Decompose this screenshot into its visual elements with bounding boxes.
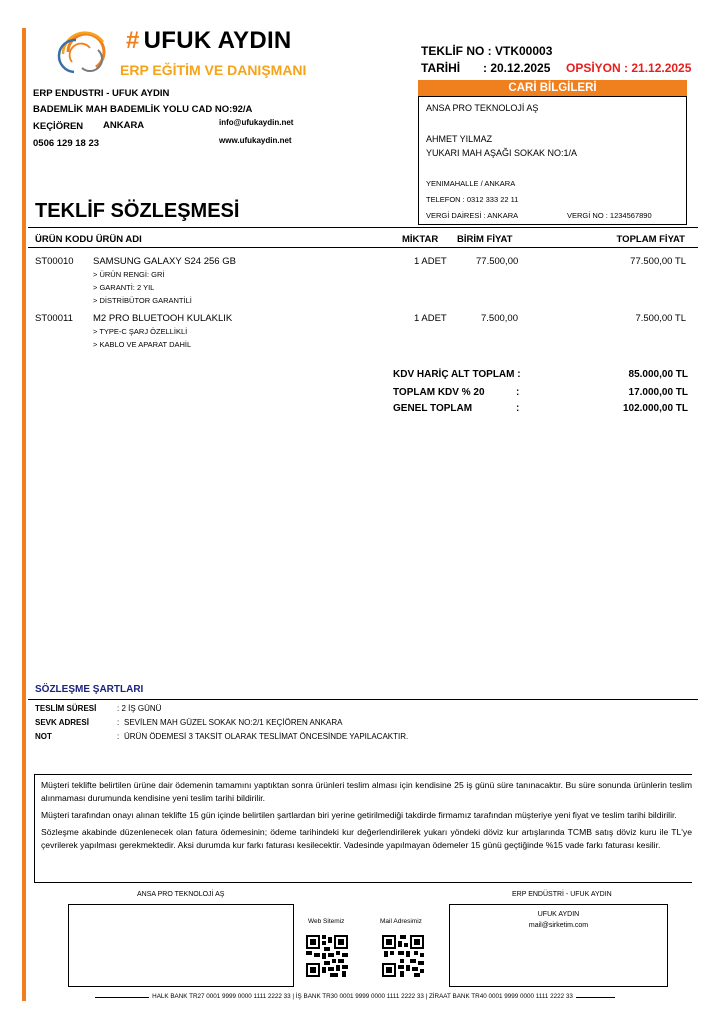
table-header-divider	[28, 247, 698, 248]
row-1-note-3: > DİSTRİBÜTOR GARANTİLİ	[93, 296, 192, 305]
conditions-box	[34, 774, 692, 883]
row-1-unit-price: 77.500,00	[476, 256, 519, 267]
row-1-note-2: > GARANTİ: 2 YIL	[93, 283, 155, 292]
company-email: info@ufukaydin.net	[219, 118, 294, 127]
row-1-name: SAMSUNG GALAXY S24 256 GB	[93, 256, 236, 267]
row-2-note-1: > TYPE-C ŞARJ ÖZELLİKLİ	[93, 327, 188, 336]
grand-total-label: GENEL TOPLAM	[393, 403, 473, 414]
customer-tax-office: VERGİ DAİRESİ : ANKARA	[426, 211, 519, 220]
condition-2: Müşteri tarafından onayı alınan teklifte 15 gün içinde belirtilen şartlardan biri yerine getirilmediği takdirde firmamız tarafından müşteriye yeni fiyat ve teslim tarihi bildirilir.	[41, 810, 677, 820]
row-2-total: 7.500,00 TL	[635, 313, 686, 324]
right-signature-person: UFUK AYDIN	[537, 911, 580, 918]
brand-subtitle: ERP EĞİTİM VE DANIŞMANI	[120, 62, 307, 78]
customer-phone: TELEFON : 0312 333 22 11	[426, 195, 519, 204]
grand-total-value: 102.000,00 TL	[622, 403, 688, 414]
company-phone: 0506 129 18 23	[33, 138, 100, 149]
quote-date-label: TARİHİ	[421, 61, 461, 75]
subtotal-label: KDV HARİÇ ALT TOPLAM :	[393, 369, 521, 380]
document-title: TEKLİF SÖZLEŞMESİ	[35, 200, 240, 222]
delivery-label: TESLİM SÜRESİ	[35, 704, 97, 713]
brand-name: UFUK AYDIN	[143, 27, 292, 54]
left-signature-name: ANSA PRO TEKNOLOJİ AŞ	[137, 891, 225, 898]
bank-info-wrap	[0, 993, 725, 1000]
row-2-code: ST00011	[35, 313, 73, 324]
brand-hash: #	[126, 27, 140, 54]
quote-date	[421, 61, 550, 75]
grand-total-colon: :	[516, 403, 520, 414]
vat-value: 17.000,00 TL	[628, 387, 688, 398]
row-2-unit-price: 7.500,00	[481, 313, 518, 324]
company-web: www.ufukaydin.net	[219, 136, 292, 145]
right-signature-box	[449, 904, 668, 987]
row-2-qty: 1 ADET	[414, 313, 447, 324]
row-2-name: M2 PRO BLUETOOH KULAKLIK	[93, 313, 233, 324]
header-unit-price: BİRİM FİYAT	[457, 234, 513, 245]
table-top-divider	[28, 227, 698, 228]
customer-company: ANSA PRO TEKNOLOJİ AŞ	[426, 103, 539, 113]
company-logo	[48, 22, 118, 82]
quote-option: OPSİYON : 21.12.2025	[566, 61, 692, 75]
qr-mail-label: Mail Adresimiz	[380, 918, 422, 925]
note-colon: :	[117, 732, 120, 741]
qr-web-label: Web Sitemiz	[308, 918, 345, 925]
company-district: KEÇİÖREN	[33, 121, 84, 132]
vat-label: TOPLAM KDV % 20	[393, 387, 485, 398]
vat-colon: :	[516, 387, 520, 398]
side-accent-bar	[22, 28, 26, 1001]
quote-number: TEKLİF NO : VTK00003	[421, 44, 553, 58]
right-signature-name: ERP ENDÜSTRİ - UFUK AYDIN	[512, 891, 612, 898]
row-1-total: 77.500,00 TL	[630, 256, 686, 267]
company-city: ANKARA	[103, 120, 145, 131]
condition-3: Sözleşme akabinde düzenlenecek olan fatura ödemesinin; ödeme tarihindeki kur değerlendirilerek yukarı yöndeki döviz kur artışlarında TCMB satış döviz kuru ile TL'ye çevrilerek yapılması gerekmektedir. Aksi durumda kur farkı faturası kesilecektir. Vadesinde yapılmayan ödemeler 15 günü geçtiğinde %15 vade farkı faturası kesilir.	[41, 827, 692, 850]
row-1-qty: 1 ADET	[414, 256, 447, 267]
company-name: ERP ENDUSTRI - UFUK AYDIN	[33, 88, 170, 99]
right-signature-email: mail@sirketim.com	[528, 922, 589, 929]
company-address: BADEMLİK MAH BADEMLİK YOLU CAD NO:92/A	[33, 104, 253, 115]
terms-divider	[28, 699, 698, 700]
left-signature-box	[68, 904, 294, 987]
brand-title	[126, 27, 292, 55]
subtotal-value: 85.000,00 TL	[628, 369, 688, 380]
qr-code-mail-icon	[382, 935, 424, 977]
ship-address-label: SEVK ADRESİ	[35, 718, 89, 727]
quote-date-value: : 20.12.2025	[483, 61, 551, 75]
row-1-code: ST00010	[35, 256, 74, 267]
delivery-value: : 2 İŞ GÜNÜ	[117, 704, 162, 713]
customer-tax-no: VERGİ NO : 1234567890	[567, 211, 652, 220]
customer-box	[418, 96, 687, 225]
customer-header: CARİ BİLGİLERİ	[418, 80, 687, 96]
customer-address: YUKARI MAH AŞAĞI SOKAK NO:1/A	[426, 148, 578, 158]
customer-city: YENIMAHALLE / ANKARA	[426, 179, 516, 188]
note-label: NOT	[35, 732, 52, 741]
bank-info: HALK BANK TR27 0001 9999 0000 1111 2222 33 | İŞ BANK TR30 0001 9999 0000 1111 2222 33 | ZİRAAT BANK TR40 0001 9999 0000 1111 2222 33	[149, 993, 576, 1000]
header-qty: MİKTAR	[402, 234, 439, 245]
condition-1: Müşteri teklifte belirtilen ürüne dair ödemenin tamamını yaptıktan sonra ürünleri teslim alması için kendisine 25 iş günü süre tanınacaktır. Bu süre sonunda ürünlerin teslim alınmaması durumunda kendisine yeni teslim tarihi bildirilir.	[41, 780, 692, 803]
ship-address-value: SEVİLEN MAH GÜZEL SOKAK NO:2/1 KEÇİÖREN ANKARA	[124, 718, 343, 727]
row-2-note-2: > KABLO VE APARAT DAHİL	[93, 340, 192, 349]
qr-code-web-icon	[306, 935, 348, 977]
terms-title: SÖZLEŞME ŞARTLARI	[35, 684, 144, 695]
header-total: TOPLAM FİYAT	[616, 234, 685, 245]
row-1-note-1: > ÜRÜN RENGİ: GRİ	[93, 270, 165, 279]
customer-contact: AHMET YILMAZ	[426, 134, 493, 144]
ship-address-colon: :	[117, 718, 120, 727]
note-value: ÜRÜN ÖDEMESİ 3 TAKSİT OLARAK TESLİMAT ÖNCESİNDE YAPILACAKTIR.	[124, 732, 409, 741]
header-code-name: ÜRÜN KODU ÜRÜN ADI	[35, 234, 142, 245]
